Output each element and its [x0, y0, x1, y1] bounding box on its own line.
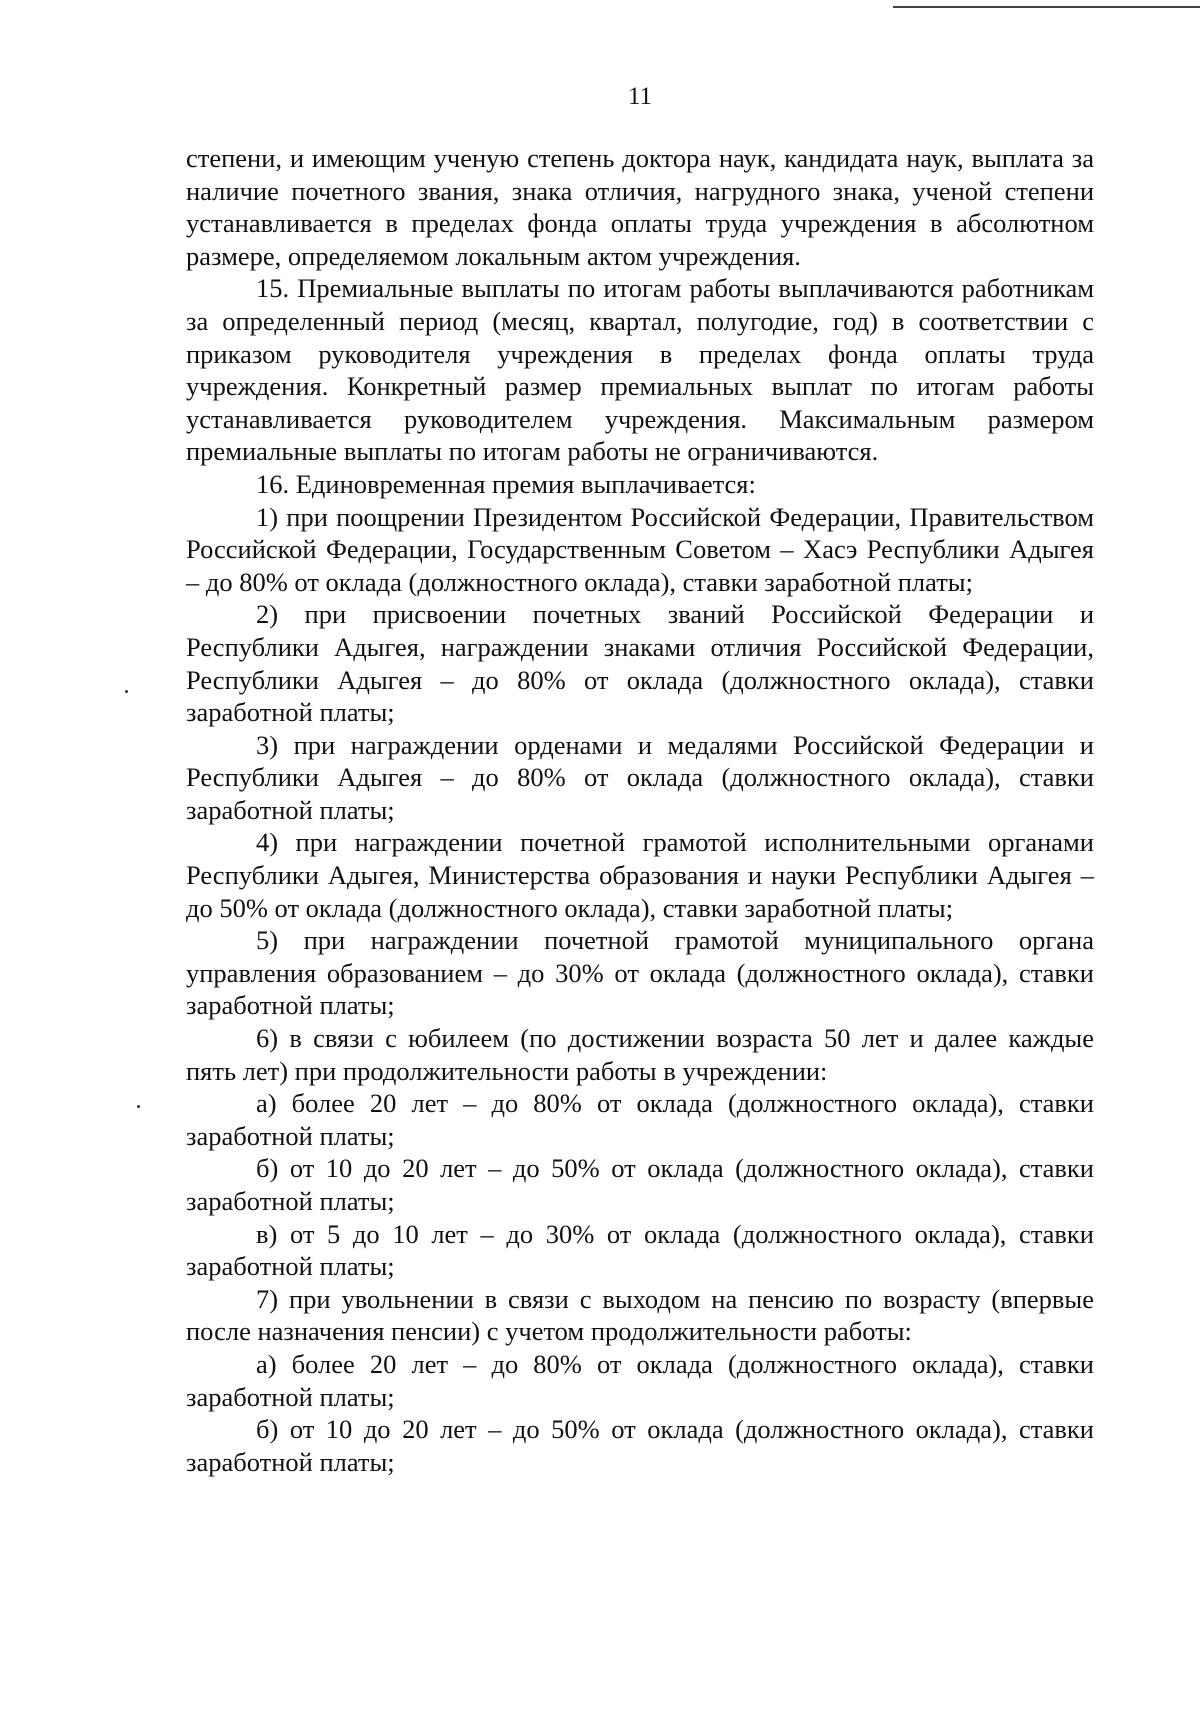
list-item-5: 5) при награждении почетной грамотой муниципального органа управления образованием – до 30% от оклада (должностного оклада), ставки заработной платы; — [186, 925, 1094, 1021]
scan-speck — [125, 690, 128, 693]
list-item-6b: б) от 10 до 20 лет – до 50% от оклада (должностного оклада), ставки заработной платы; — [186, 1153, 1094, 1216]
list-item-7a: а) более 20 лет – до 80% от оклада (должностного оклада), ставки заработной платы; — [186, 1348, 1094, 1412]
list-item-1: 1) при поощрении Президентом Российской Федерации, Правительством Российской Федерации, Государственным Советом – Хасэ Республики Адыгея – до 80% от оклада (должностного оклада), ставки заработной платы; — [186, 501, 1094, 597]
list-item-6: 6) в связи с юбилеем (по достижении возраста 50 лет и далее каждые пять лет) при продолжительности работы в учреждении: — [186, 1023, 1094, 1086]
paragraph-item-15: 15. Премиальные выплаты по итогам работы выплачиваются работникам за определенный период (месяц, квартал, полугодие, год) в соответствии с приказом руководителя учреждения в пределах фонда оплаты труда учреждения. Конкретный размер премиальных выплат по итогам работы устанавливается руководителем учреждения. Максимальным размером премиальные выплаты по итогам работы не ограничиваются. — [186, 273, 1094, 467]
paragraph-continuation: степени, и имеющим ученую степень доктора наук, кандидата наук, выплата за наличие почетного звания, знака отличия, нагрудного знака, ученой степени устанавливается в пределах фонда оплаты труда учреждения в абсолютном размере, определяемом локальным актом учреждения. — [186, 143, 1094, 271]
list-item-6a: а) более 20 лет – до 80% от оклада (должностного оклада), ставки заработной платы; — [186, 1088, 1094, 1151]
scan-top-rule — [893, 6, 1200, 8]
paragraph-item-16: 16. Единовременная премия выплачивается: — [256, 468, 756, 499]
scan-speck — [137, 1105, 140, 1108]
list-item-7: 7) при увольнении в связи с выходом на пенсию по возрасту (впервые после назначения пенсии) с учетом продолжительности работы: — [186, 1283, 1094, 1347]
page-number: 11 — [627, 83, 653, 110]
list-item-6v: в) от 5 до 10 лет – до 30% от оклада (должностного оклада), ставки заработной платы; — [186, 1218, 1094, 1282]
list-item-4: 4) при награждении почетной грамотой исполнительными органами Республики Адыгея, Министерства образования и науки Республики Адыгея – до 50% от оклада (должностного оклада), ставки заработной платы; — [186, 827, 1094, 923]
list-item-2: 2) при присвоении почетных званий Российской Федерации и Республики Адыгея, награждении знаками отличия Российской Федерации, Республики Адыгея – до 80% от оклада (должностного оклада), ставки заработной платы; — [186, 599, 1094, 728]
list-item-3: 3) при награждении орденами и медалями Российской Федерации и Республики Адыгея – до 80% от оклада (должностного оклада), ставки заработной платы; — [186, 729, 1094, 825]
document-body — [186, 142, 1094, 1478]
list-item-7b: б) от 10 до 20 лет – до 50% от оклада (должностного оклада), ставки заработной платы; — [186, 1414, 1094, 1477]
